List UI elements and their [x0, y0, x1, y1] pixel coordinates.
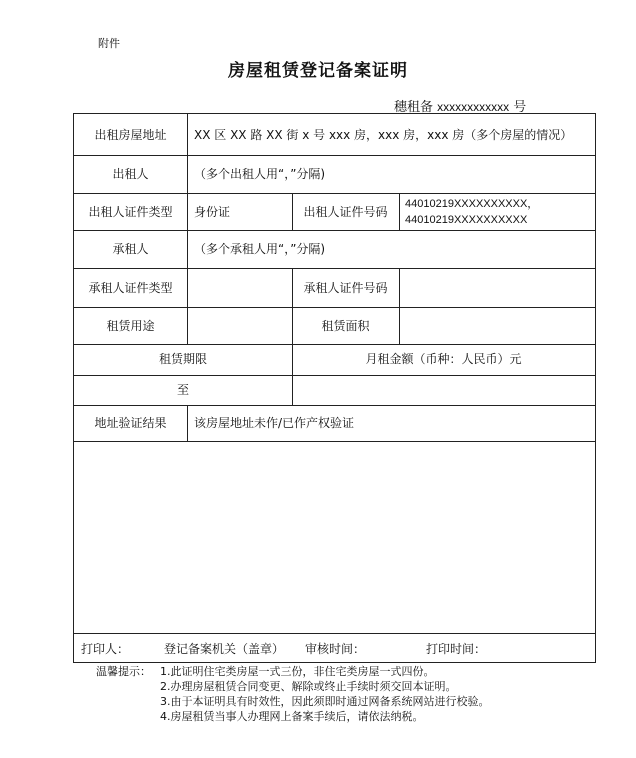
- note-item: 4.房屋租赁当事人办理网上备案手续后，请依法纳税。: [160, 710, 424, 723]
- filing-certificate-table: [73, 113, 596, 663]
- footer-agency: 登记备案机关（盖章）: [164, 642, 285, 656]
- doc-number-value: xxxxxxxxxxxx: [437, 100, 510, 114]
- lessee-id-type-label: 承租人证件类型: [88, 281, 173, 295]
- lessee-id-no-label: 承租人证件号码: [303, 281, 388, 295]
- note-item: 2.办理房屋租赁合同变更、解除或终止手续时须交回本证明。: [160, 680, 457, 693]
- col-divider: [187, 114, 188, 344]
- term-to: 至: [176, 383, 189, 397]
- doc-prefix: 穗租备: [394, 100, 434, 115]
- col-divider: [187, 405, 188, 441]
- reminder-notes: [96, 664, 490, 724]
- lessor-id-no-value-1: 44010219XXXXXXXXXX，: [405, 198, 539, 210]
- doc-suffix: 号: [513, 100, 527, 115]
- lessor-id-no-value-2: 44010219XXXXXXXXXX: [405, 214, 528, 226]
- lessor-id-type-value: 身份证: [194, 205, 231, 219]
- lessor-value: （多个出租人用“，”分隔): [194, 167, 326, 181]
- row-divider: [74, 307, 595, 308]
- col-divider: [399, 268, 400, 344]
- address-value: XX 区 XX 路 XX 街 x 号 xxx 房，xxx 房，xxx 房（多个房屋的情况）: [194, 128, 573, 142]
- row-divider: [74, 193, 595, 194]
- row-divider: [74, 405, 595, 406]
- lessor-id-no-label: 出租人证件号码: [303, 205, 388, 219]
- area-label: 租赁面积: [321, 319, 370, 333]
- footer-printer: 打印人：: [81, 642, 130, 656]
- lessor-id-type-label: 出租人证件类型: [88, 205, 173, 219]
- verify-label: 地址验证结果: [94, 416, 167, 430]
- note-item: 3.由于本证明具有时效性，因此须即时通过网备系统网站进行校验。: [160, 695, 490, 708]
- row-divider: [74, 441, 595, 442]
- row-divider: [74, 344, 595, 345]
- term-label: 租赁期限: [158, 352, 207, 366]
- attachment-label: 附件: [98, 37, 120, 50]
- row-divider: [74, 633, 595, 634]
- lessee-label: 承租人: [112, 242, 149, 256]
- footer-review-time: 审核时间：: [305, 642, 366, 656]
- rent-label: 月租金额（币种：人民币）元: [365, 352, 522, 366]
- row-divider: [74, 230, 595, 231]
- document-title: 房屋租赁登记备案证明: [228, 61, 408, 81]
- row-divider: [74, 155, 595, 156]
- footer-print-time: 打印时间：: [426, 642, 487, 656]
- address-label: 出租房屋地址: [94, 128, 167, 142]
- col-divider: [399, 193, 400, 230]
- row-divider: [74, 375, 595, 376]
- use-label: 租赁用途: [106, 319, 155, 333]
- row-divider: [74, 268, 595, 269]
- notes-label: 温馨提示：: [96, 665, 151, 678]
- verify-value: 该房屋地址未作/已作产权验证: [194, 416, 355, 430]
- note-item: 1.此证明住宅类房屋一式三份，非住宅类房屋一式四份。: [160, 665, 435, 678]
- lessor-label: 出租人: [112, 167, 149, 181]
- lessee-value: （多个承租人用“，”分隔): [194, 242, 326, 256]
